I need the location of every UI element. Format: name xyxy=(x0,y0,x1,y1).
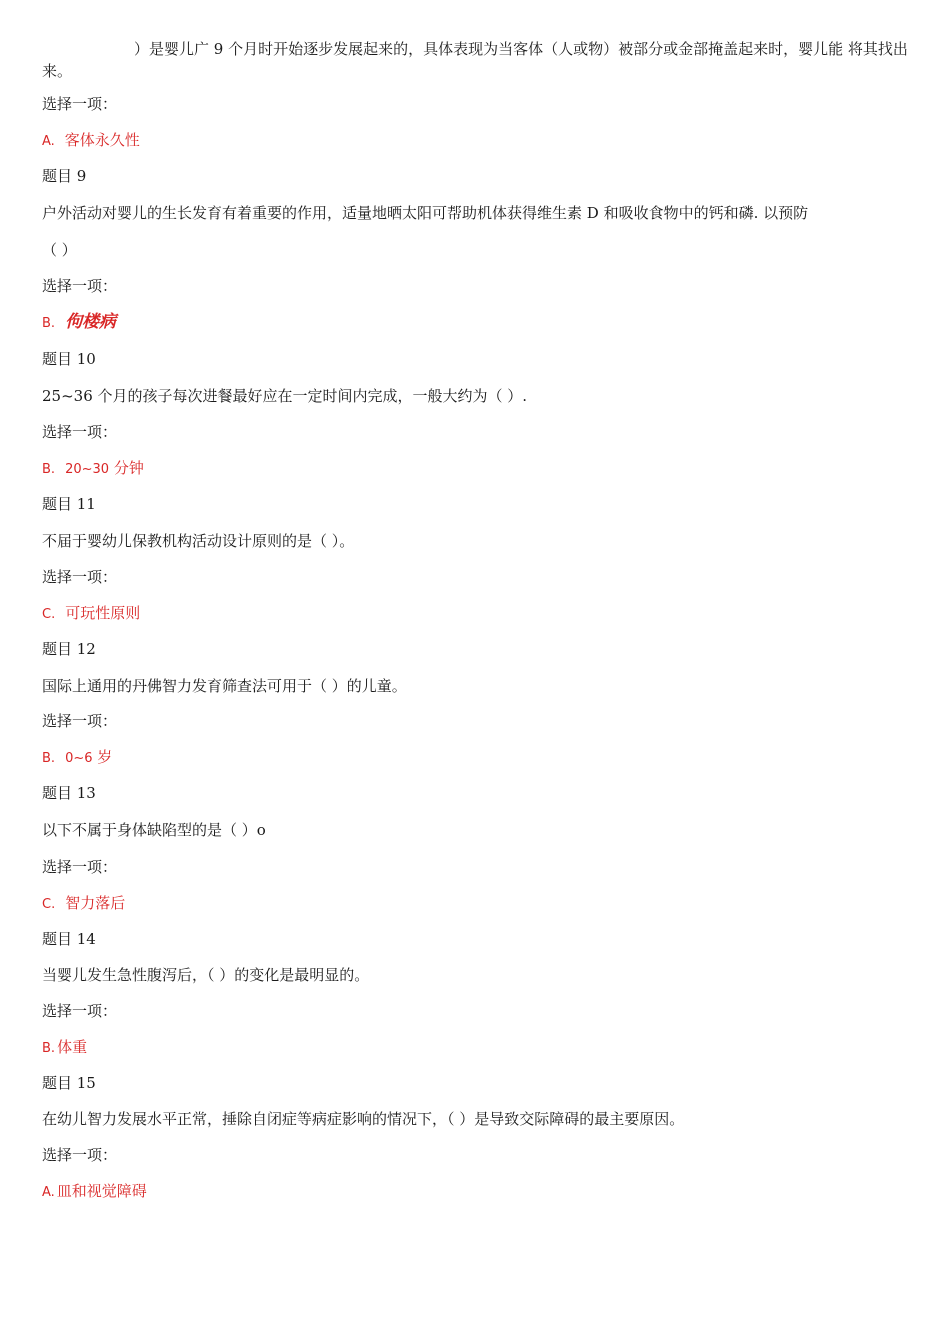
answer-line xyxy=(42,312,116,334)
choose-one-prompt: 选择一项： xyxy=(42,423,118,441)
question-stem: 以下不属于身体缺陷型的是（ ）o xyxy=(42,821,266,839)
answer-text: 体重 xyxy=(57,1038,88,1056)
answer-line xyxy=(42,458,144,480)
answer-number: 20~30 xyxy=(65,462,110,477)
answer-option-letter: B. xyxy=(42,316,56,331)
question-stem: 国际上通用的丹佛智力发育筛查法可用于（ ）的儿童。 xyxy=(42,677,407,695)
answer-text: 皿和视觉障碍 xyxy=(56,1182,147,1200)
choose-one-prompt: 选择一项： xyxy=(42,568,118,586)
answer-text: 佝楼病 xyxy=(65,312,117,332)
question-stem: 25~36 个月的孩子每次进餐最好应在一定时间内完成，一般大约为（ ）. xyxy=(42,387,528,405)
choose-one-prompt: 选择一项： xyxy=(42,858,118,876)
answer-option-letter: B. xyxy=(42,751,56,766)
answer-text: 智力落后 xyxy=(65,894,126,912)
question-title: 题目 13 xyxy=(42,784,96,802)
answer-text: 客体永久性 xyxy=(64,131,140,149)
answer-line xyxy=(42,130,140,152)
choose-one-prompt: 选择一项： xyxy=(42,1146,118,1164)
answer-line xyxy=(42,893,125,915)
question-stem: 在幼儿智力发展水平正常，捶除自闭症等病症影响的情况下，（ ）是导致交际障碍的最主要原因。 xyxy=(42,1110,685,1128)
question-title: 题目 15 xyxy=(42,1074,96,1092)
question-stem: 不届于婴幼儿保教机构活动设计原则的是（ ）。 xyxy=(42,532,355,550)
answer-number: 0~6 xyxy=(65,751,93,766)
choose-one-prompt: 选择一项： xyxy=(42,1002,118,1020)
answer-line xyxy=(42,1037,87,1059)
question-title: 题目 14 xyxy=(42,930,96,948)
question-stem-continued: （ ） xyxy=(42,241,77,259)
choose-one-prompt: 选择一项： xyxy=(42,277,118,295)
answer-option-letter: B. xyxy=(42,1041,56,1056)
question-title: 题目 9 xyxy=(42,167,87,185)
answer-option-letter: C. xyxy=(42,897,56,912)
answer-text: 分钟 xyxy=(113,459,144,477)
answer-option-letter: C. xyxy=(42,607,56,622)
answer-line xyxy=(42,747,112,769)
question-title: 题目 12 xyxy=(42,640,96,658)
answer-text: 可玩性原则 xyxy=(65,604,141,622)
answer-line xyxy=(42,603,140,625)
question-stem: ）是婴儿广 9 个月时开始逐步发展起来的，具体表现为当客体（人或物）被部分或金部掩盖起来时，婴儿能 将其找出来。 xyxy=(42,40,908,80)
choose-one-prompt: 选择一项： xyxy=(42,95,118,113)
question-stem: 当婴儿发生急性腹泻后，（ ）的变化是最明显的。 xyxy=(42,966,370,984)
answer-option-letter: A. xyxy=(42,134,55,149)
answer-text: 岁 xyxy=(97,748,113,766)
question-title: 题目 10 xyxy=(42,350,96,368)
answer-option-letter: A. xyxy=(42,1185,55,1200)
choose-one-prompt: 选择一项： xyxy=(42,712,118,730)
question-stem: 户外活动对婴儿的生长发育有着重要的作用，适量地晒太阳可帮助机体获得维生素 D 和吸收食物中的钙和磷. 以预防 xyxy=(42,204,809,222)
question-title: 题目 11 xyxy=(42,495,96,513)
answer-line xyxy=(42,1181,147,1203)
answer-option-letter: B. xyxy=(42,462,56,477)
